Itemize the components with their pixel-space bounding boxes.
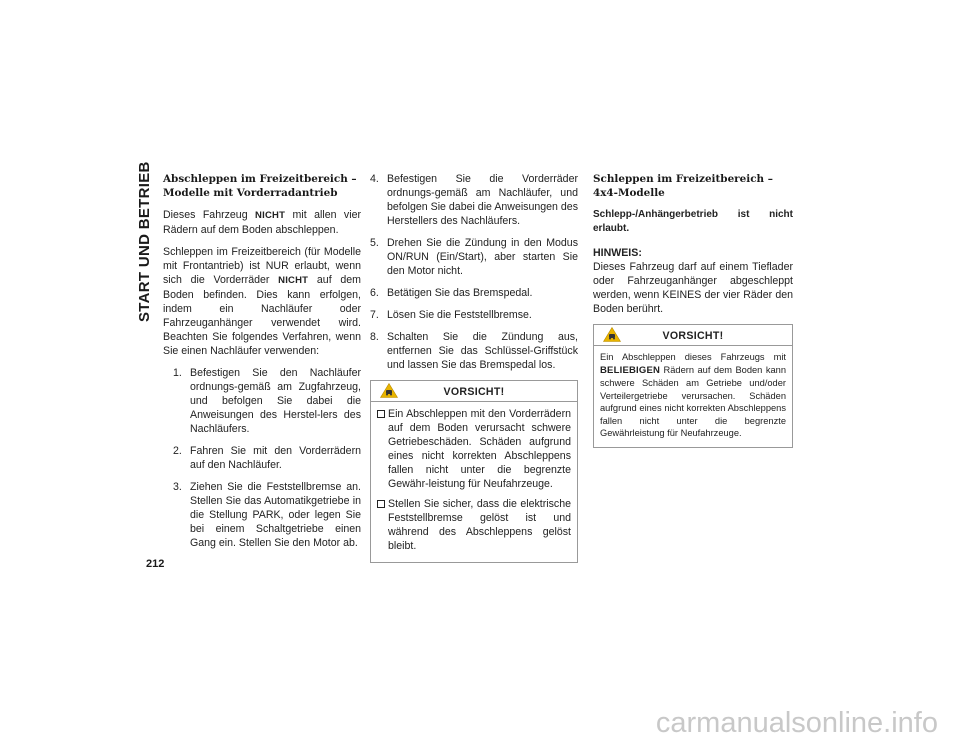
list-item: 7. Lösen Sie die Feststellbremse. [370, 309, 532, 321]
section-title: START UND BETRIEB [136, 161, 153, 322]
caution-body [594, 346, 792, 447]
column-1 [163, 172, 361, 558]
caution-header [371, 381, 577, 402]
column-3 [593, 172, 793, 448]
note-text: Dieses Fahrzeug darf auf einem Tieflader oder Fahrzeuganhänger abgeschleppt werden, wenn KEINES der vier Räder den Boden berührt. [593, 261, 793, 315]
keyword-nicht: NICHT [278, 275, 309, 286]
caution-title: VORSICHT! [443, 386, 505, 398]
keyword-nicht: NICHT [255, 210, 286, 221]
list-item: 1. Befestigen Sie den Nachläufer ordnungs-gemäß am Zugfahrzeug, und befolgen Sie dabei die Anweisungen des Herstel-lers des Nachläufers. [173, 367, 361, 435]
paragraph-no-four-wheels: Dieses Fahrzeug NICHT mit allen vier Rädern auf dem Boden abschleppen. [163, 209, 362, 236]
list-item: 4. Befestigen Sie die Vorderräder ordnungs-gemäß am Nachläufer, und befolgen Sie dabei die Anweisungen des Herstellers des Nachläufers. [370, 173, 578, 227]
checkbox-bullet-icon [377, 410, 385, 418]
column-2 [370, 172, 578, 563]
steps-list-1 [163, 366, 361, 550]
keyword-beliebigen: BELIEBIGEN [600, 364, 661, 376]
heading-4x4-towing: Schleppen im Freizeitbereich – 4x4-Modelle [593, 173, 773, 199]
caution-item: Stellen Sie sicher, dass die elektrische Feststellbremse gelöst ist und während des Abschleppens gelöst bleibt. [377, 497, 571, 553]
watermark: carmanualsonline.info [655, 707, 938, 739]
subheading-not-allowed: Schlepp-/Anhängerbetrieb ist nicht erlaubt. [593, 209, 793, 234]
list-item: 2. Fahren Sie mit den Vorderrädern auf den Nachläufer. [173, 445, 361, 471]
list-item: 8. Schalten Sie die Zündung aus, entfernen Sie das Schlüssel-Griffstück und lassen Sie das Bremspedal los. [370, 331, 578, 371]
paragraph-fwd-procedure: Schleppen im Freizeitbereich (für Modelle mit Frontantrieb) ist NUR erlaubt, wenn sich die Vorderräder NICHT auf dem Boden befinden. Dies kann erfolgen, indem ein Nachläufer oder Fahrzeuganhänger verwendet wird. Beachten Sie folgendes Verfahren, wenn Sie einen Nachläufer verwenden: [163, 246, 361, 357]
list-item: 5. Drehen Sie die Zündung in den Modus ON/RUN (Ein/Start), aber starten Sie den Motor nicht. [370, 237, 578, 277]
list-item: 3. Ziehen Sie die Feststellbremse an. Stellen Sie das Automatikgetriebe in die Stellung PARK, oder legen Sie bei einem Schaltgetriebe einen Gang ein. Stellen Sie den Motor ab. [173, 481, 361, 549]
steps-list-2 [370, 172, 578, 372]
checkbox-bullet-icon [377, 500, 385, 508]
caution-title: VORSICHT! [662, 330, 724, 342]
page-number: 212 [146, 558, 165, 570]
section-side-tab [134, 161, 156, 322]
caution-body [371, 402, 577, 562]
caution-box-4x4 [593, 324, 793, 448]
note-label: HINWEIS: [593, 247, 642, 259]
caution-item: Ein Abschleppen mit den Vorderrädern auf dem Boden verursacht schwere Getriebeschäden. Schäden aufgrund eines nicht korrekten Abschleppens fallen nicht unter die begrenzte Gewähr-leistung für Neufahrzeuge. [377, 407, 571, 491]
list-item: 6. Betätigen Sie das Bremspedal. [370, 287, 533, 299]
heading-fwd-towing: Abschleppen im Freizeitbereich – Modelle mit Vorderradantrieb [163, 173, 357, 199]
caution-text: Ein Abschleppen dieses Fahrzeugs mit BELIEBIGEN Rädern auf dem Boden kann schwere Schäden am Getriebe und/oder Verteilergetriebe verursachen. Schäden aufgrund eines nicht korrekten Abschleppens fallen nicht unter die begrenzte Gewährleistung für Neufahrzeuge. [600, 352, 786, 438]
caution-box-fwd [370, 380, 578, 563]
caution-header [594, 325, 792, 346]
